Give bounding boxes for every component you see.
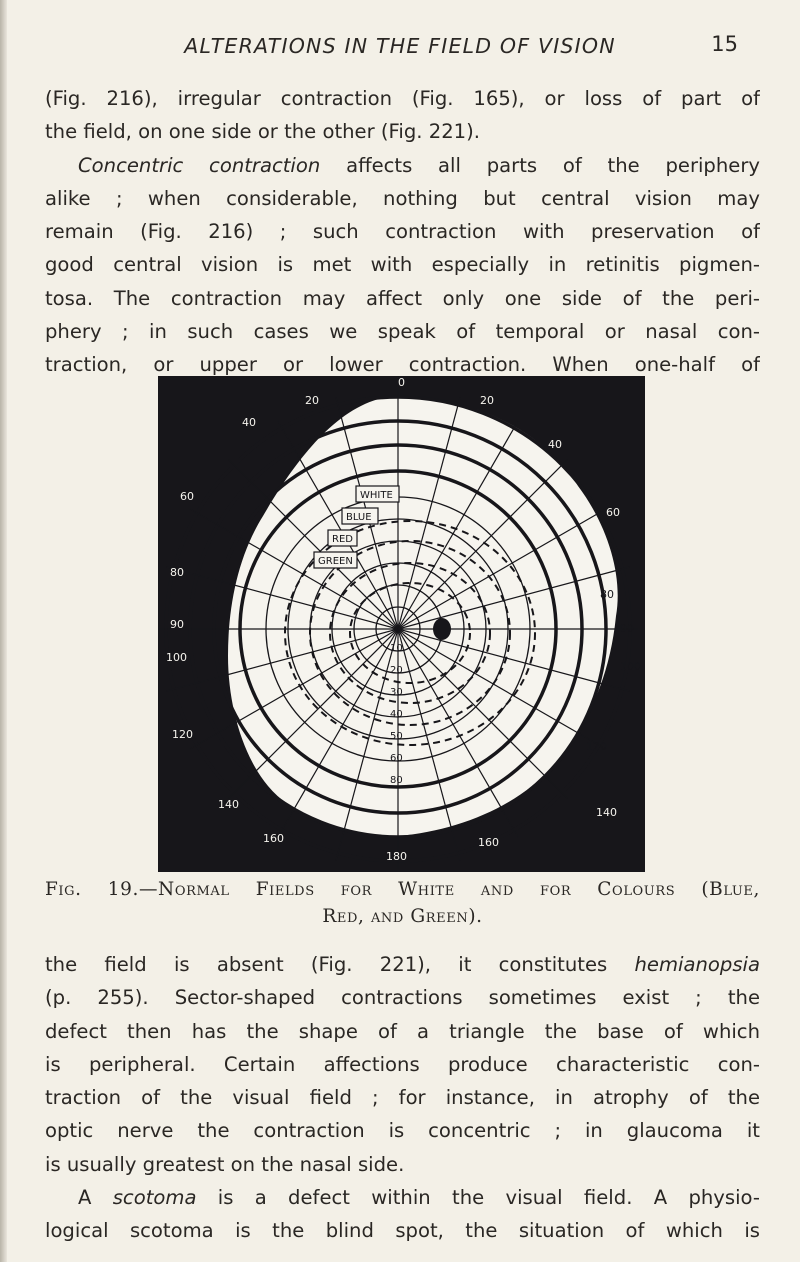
meridian-label: 160: [478, 836, 499, 849]
text-line: is peripheral. Certain affections produce characteristic con-: [45, 1052, 760, 1076]
scale-label: 30: [390, 687, 403, 698]
italic-term: hemianopsia: [634, 953, 760, 976]
meridian-label: 80: [600, 588, 614, 601]
meridian-label: 0: [398, 376, 405, 389]
meridian-label: 40: [242, 416, 256, 429]
meridian-label: 140: [218, 798, 239, 811]
meridian-lines: [158, 389, 638, 869]
svg-text:BLUE: BLUE: [346, 512, 372, 523]
text-line: logical scotoma is the blind spot, the situation of which is: [45, 1219, 760, 1243]
text-line: alike ; when considerable, nothing but central vision may: [45, 186, 760, 210]
page-edge-shadow: [0, 0, 7, 1262]
colour-tag: [342, 508, 378, 524]
text-line: traction, or upper or lower contraction. When one-half of: [45, 353, 760, 377]
text-line: the field, on one side or the other (Fig. 221).: [45, 120, 480, 144]
perimeter-chart: [158, 376, 645, 872]
colour-tag: [328, 530, 357, 546]
meridian-label: 60: [606, 506, 620, 519]
text-fragment: is a defect within the visual field. A physio-: [196, 1186, 760, 1210]
text-line: remain (Fig. 216) ; such contraction with preservation of: [45, 220, 760, 244]
text-line: traction of the visual field ; for instance, in atrophy of the: [45, 1086, 760, 1110]
meridian-label: 20: [480, 394, 494, 407]
blind-spot-marker: [433, 618, 451, 640]
text-line: defect then has the shape of a triangle the base of which: [45, 1019, 760, 1043]
meridian-label: 20: [305, 394, 319, 407]
meridian-label: 100: [166, 651, 187, 664]
svg-text:GREEN: GREEN: [318, 556, 353, 567]
text-line: [45, 1181, 760, 1214]
caption-line: Red, and Green).: [322, 906, 483, 927]
scale-label: 80: [390, 775, 403, 786]
caption-line: Fig. 19.—Normal Fields for White and for Colours (Blue,: [45, 879, 760, 900]
text-fragment: affects all parts of the periphery: [320, 153, 760, 177]
meridian-label: 90: [620, 622, 634, 635]
text-line: tosa. The contraction may affect only one side of the peri-: [45, 286, 760, 310]
meridian-label: 180: [386, 850, 407, 863]
scale-label: 50: [390, 731, 403, 742]
svg-text:WHITE: WHITE: [360, 490, 393, 501]
meridian-label: 140: [596, 806, 617, 819]
visual-field-chart-figure: [158, 376, 645, 872]
text-line: (Fig. 216), irregular contraction (Fig. 165), or loss of part of: [45, 87, 760, 110]
scale-label: 10: [390, 643, 403, 654]
text-line: is usually greatest on the nasal side.: [45, 1152, 405, 1176]
text-line: [45, 948, 760, 981]
figure-caption: [45, 876, 760, 930]
page-header: [0, 28, 800, 64]
meridian-label: 120: [172, 728, 193, 741]
paragraph-bottom: [45, 948, 760, 1248]
text-line: [45, 149, 760, 182]
italic-term: scotoma: [112, 1186, 197, 1210]
text-fragment: A: [78, 1186, 113, 1210]
italic-term: Concentric contraction: [78, 153, 321, 177]
text-line: phery ; in such cases we speak of temporal or nasal con-: [45, 320, 760, 344]
meridian-label: 40: [548, 438, 562, 451]
scale-label: 40: [390, 709, 403, 720]
meridian-label: 90: [170, 618, 184, 631]
meridian-label: 100: [620, 660, 641, 673]
scale-label: 20: [390, 665, 403, 676]
meridian-label: 80: [170, 566, 184, 579]
meridian-label: 120: [586, 740, 607, 753]
svg-text:RED: RED: [332, 534, 353, 545]
page-number: 15: [711, 32, 738, 56]
running-title: ALTERATIONS IN THE FIELD OF VISION: [184, 34, 616, 58]
text-line: optic nerve the contraction is concentric ; in glaucoma it: [45, 1119, 760, 1143]
meridian-label: 60: [180, 490, 194, 503]
paragraph-top: [45, 82, 760, 382]
text-fragment: the field is absent (Fig. 221), it constitutes: [45, 953, 635, 976]
meridian-label: 160: [263, 832, 284, 845]
colour-tag: [356, 486, 399, 502]
text-line: good central vision is met with especially in retinitis pigmen-: [45, 253, 760, 277]
text-line: (p. 255). Sector-shaped contractions sometimes exist ; the: [45, 986, 760, 1010]
colour-tag: [314, 552, 357, 568]
scale-label: 60: [390, 753, 403, 764]
